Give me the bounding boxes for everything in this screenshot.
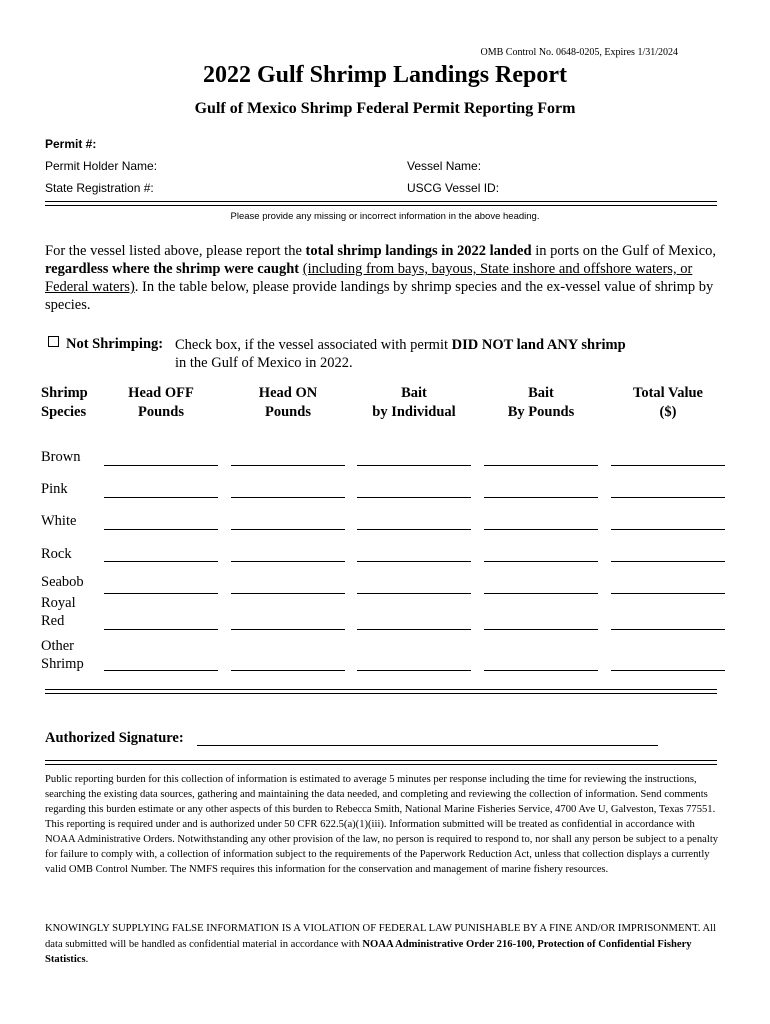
vessel-name-label: Vessel Name:: [407, 159, 482, 173]
entry-field[interactable]: [484, 670, 598, 671]
entry-field[interactable]: [611, 529, 725, 530]
entry-field[interactable]: [231, 465, 345, 466]
column-header-total-value: Total Value ($): [633, 385, 703, 420]
species-other-shrimp: Other Shrimp: [41, 638, 84, 672]
entry-field[interactable]: [104, 497, 218, 498]
instructions-paragraph: For the vessel listed above, please report the total shrimp landings in 2022 landed in ports on the Gulf of Mexico, regardless where the shrimp were caught (including from bays, bayous, State inshore and offshore waters, or Federal waters). In the table below, please provide landings by shrimp species and the ex-vessel value of shrimp by species.: [45, 243, 717, 313]
entry-field[interactable]: [357, 529, 471, 530]
entry-field[interactable]: [231, 561, 345, 562]
entry-field[interactable]: [611, 670, 725, 671]
entry-field[interactable]: [611, 497, 725, 498]
heading-note: Please provide any missing or incorrect information in the above heading.: [230, 211, 540, 222]
entry-field[interactable]: [231, 497, 345, 498]
burden-statement: Public reporting burden for this collection of information is estimated to average 5 minutes per response including the time for reviewing the instructions, searching the existing data sources, gathering and maintaining the data needed, and completing and reviewing the collection of information. Send comments regarding this burden estimate or any other aspects of this burden to Rebecca Smith, National Marine Fisheries Service, 4700 Ave U, Galveston, Texas 77551. This reporting is required under and is authorized under 50 CFR 622.5(a)(1)(iii). Information submitted will be treated as confidential in accordance with NOAA Administrative Orders. Notwithstanding any other provision of the law, no person is required to respond to, nor shall any person be subject to a penalty for failure to comply with, a collection of information subject to the requirements of the Paperwork Reduction Act, unless that collection displays a currently valid OMB Control Number. The NMFS requires this information for the conservation and management of marine fishery resources.: [45, 774, 719, 875]
entry-field[interactable]: [484, 465, 598, 466]
divider: [45, 201, 717, 206]
entry-field[interactable]: [104, 529, 218, 530]
species-brown: Brown: [41, 449, 81, 465]
form-title: 2022 Gulf Shrimp Landings Report: [202, 62, 568, 88]
entry-field[interactable]: [231, 629, 345, 630]
column-header-species: Shrimp Species: [41, 385, 88, 420]
uscg-vessel-id-label: USCG Vessel ID:: [407, 181, 500, 195]
species-pink: Pink: [41, 481, 68, 497]
entry-field[interactable]: [357, 670, 471, 671]
entry-field[interactable]: [104, 629, 218, 630]
entry-field[interactable]: [484, 629, 598, 630]
entry-field[interactable]: [484, 529, 598, 530]
entry-field[interactable]: [484, 593, 598, 594]
entry-field[interactable]: [357, 561, 471, 562]
false-information-warning: KNOWINGLY SUPPLYING FALSE INFORMATION IS A VIOLATION OF FEDERAL LAW PUNISHABLE BY A FINE AND/OR IMPRISONMENT. All data submitted will be handled as confidential material in accordance with NOAA Administrative Order 216-100, Protection of Confidential Fishery Statistics.: [45, 923, 717, 965]
species-white: White: [41, 513, 77, 529]
permit-holder-label: Permit Holder Name:: [45, 159, 158, 173]
not-shrimping-label: Not Shrimping:: [66, 336, 164, 352]
not-shrimping-text: Check box, if the vessel associated with permit DID NOT land ANY shrimp in the Gulf of Mexico in 2022.: [175, 337, 626, 371]
entry-field[interactable]: [484, 561, 598, 562]
entry-field[interactable]: [104, 465, 218, 466]
entry-field[interactable]: [104, 593, 218, 594]
divider: [45, 689, 717, 694]
entry-field[interactable]: [357, 593, 471, 594]
divider: [45, 760, 717, 765]
species-rock: Rock: [41, 546, 72, 562]
entry-field[interactable]: [357, 465, 471, 466]
entry-field[interactable]: [611, 629, 725, 630]
permit-number-label: Permit #:: [45, 137, 97, 151]
entry-field[interactable]: [231, 593, 345, 594]
entry-field[interactable]: [357, 497, 471, 498]
omb-control-number: OMB Control No. 0648-0205, Expires 1/31/2024: [480, 47, 678, 58]
entry-field[interactable]: [231, 529, 345, 530]
entry-field[interactable]: [357, 629, 471, 630]
column-header-head-off: Head OFF Pounds: [128, 385, 194, 420]
entry-field[interactable]: [611, 561, 725, 562]
signature-label: Authorized Signature:: [45, 730, 184, 746]
entry-field[interactable]: [484, 497, 598, 498]
entry-field[interactable]: [104, 670, 218, 671]
entry-field[interactable]: [104, 561, 218, 562]
column-header-bait-individual: Bait by Individual: [372, 385, 456, 420]
column-header-bait-pounds: Bait By Pounds: [507, 385, 575, 420]
column-header-head-on: Head ON Pounds: [258, 385, 318, 420]
entry-field[interactable]: [611, 465, 725, 466]
entry-field[interactable]: [611, 593, 725, 594]
species-seabob: Seabob: [41, 574, 84, 590]
state-registration-label: State Registration #:: [45, 181, 154, 195]
signature-field[interactable]: [197, 745, 658, 746]
form-subtitle: Gulf of Mexico Shrimp Federal Permit Reporting Form: [194, 100, 576, 117]
not-shrimping-checkbox[interactable]: [48, 336, 59, 347]
species-royal-red: Royal Red: [41, 595, 76, 629]
entry-field[interactable]: [231, 670, 345, 671]
